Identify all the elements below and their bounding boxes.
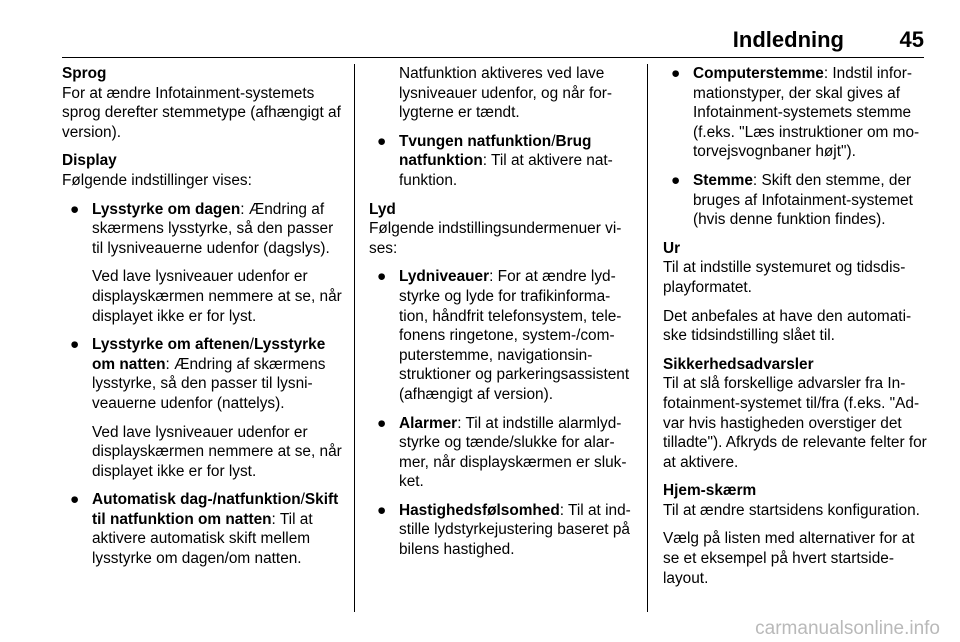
column-divider xyxy=(647,64,648,612)
continued-list xyxy=(369,64,633,191)
section-ur xyxy=(663,239,927,346)
item-term: Automatisk dag-/natfunktion xyxy=(92,491,301,509)
section-text: For at ændre Infotainment-systemets sprog derefter stemmetype (afhængigt af version). xyxy=(62,84,341,141)
section-text: Til at indstille systemuret og tidsdisplayformatet. xyxy=(663,259,906,296)
section-title: Hjem-skærm xyxy=(663,482,757,500)
bullet-icon: ● xyxy=(377,268,387,286)
item-text: : Til at aktivere automatisk skift mellem lysstyrke om dagen/om natten. xyxy=(92,510,313,568)
bullet-icon: ● xyxy=(70,200,80,218)
section-intro: Følgende indstillinger vises: xyxy=(62,171,252,189)
lyd-options-list xyxy=(369,267,633,559)
list-item xyxy=(62,335,344,481)
bullet-icon: ● xyxy=(70,491,80,509)
page-header xyxy=(62,27,924,58)
list-item xyxy=(663,171,927,230)
item-term: Hastighedsfølsomhed xyxy=(399,501,560,519)
item-separator: / xyxy=(300,491,305,509)
bullet-icon: ● xyxy=(70,336,80,354)
item-term: Skift til natfunktion om natten xyxy=(92,491,339,528)
item-note: Natfunktion aktiveres ved lave lysniveauer udenfor, og når forlygterne er tændt. xyxy=(399,65,613,122)
item-text: : Til at indstille alarmlydstyrke og tænde/slukke for alarmer, når displayskærmen er slukket. xyxy=(399,414,627,491)
watermark: carmanualsonline.info xyxy=(755,618,940,639)
item-term: Lysstyrke om dagen xyxy=(92,200,241,218)
section-intro: Følgende indstillingsundermenuer vises: xyxy=(369,220,622,257)
section-hjem-skaerm xyxy=(663,481,927,588)
bullet-icon: ● xyxy=(377,414,387,432)
bullet-icon: ● xyxy=(377,132,387,150)
section-display xyxy=(62,151,344,568)
section-sikkerhedsadvarsler xyxy=(663,355,927,473)
section-title: Sikkerhedsadvarsler xyxy=(663,355,814,373)
item-text: : Skift den stemme, der bruges af Infotainment-systemet (hvis denne funktion findes). xyxy=(693,171,913,229)
item-text: : Indstil informationstyper, der skal gives af Infotainment-systemets stemme (f.eks. "Læs instruktioner om motorvejsvognbaner højt"). xyxy=(693,65,920,161)
list-item xyxy=(369,132,633,191)
item-text: : Til at aktivere natfunktion. xyxy=(399,152,613,189)
section-title: Sprog xyxy=(62,65,107,82)
bullet-icon: ● xyxy=(671,171,681,189)
display-options-list xyxy=(62,200,344,569)
item-text: : For at ændre lydstyrke og lyde for trafikinformation, håndfrit telefonsystem, telefonens ringetone, system-/computerstemme, navigationsinstruktioner og parkeringsassistent (afhængigt af version). xyxy=(399,268,630,403)
column-divider xyxy=(354,64,355,612)
section-title: Display xyxy=(62,152,117,170)
section-title: Ur xyxy=(663,239,681,257)
item-note: Ved lave lysniveauer udenfor er displayskærmen nemmere at se, når displayet ikke er for lyst. xyxy=(92,423,342,480)
bullet-icon: ● xyxy=(377,501,387,519)
section-text: Til at slå forskellige advarsler fra Infotainment-systemet til/fra (f.eks. "Advar hvis hastigheden overstiger det tilladte"). Afkryds de relevante felter for at aktivere. xyxy=(663,375,927,471)
list-item xyxy=(62,200,344,327)
section-text: Det anbefales at have den automatiske tidsindstilling slået til. xyxy=(663,307,912,345)
item-separator: / xyxy=(551,132,556,150)
section-title: Lyd xyxy=(369,200,396,218)
item-term: Brug natfunktion xyxy=(399,132,592,170)
item-separator: / xyxy=(249,336,254,354)
item-text: : Ændring af skærmens lysstyrke, så den passer til lysniveauerne udenfor (dagslys). xyxy=(92,200,334,257)
section-lyd xyxy=(369,200,633,560)
section-sprog xyxy=(62,64,344,142)
item-text: : Til at indstille lydstyrkejustering baseret på bilens hastighed. xyxy=(399,501,631,559)
column-3 xyxy=(663,64,927,597)
item-text: : Ændring af skærmens lysstyrke, så den passer til lysniveauerne udenfor (nattelys). xyxy=(92,355,326,412)
item-term: Alarmer xyxy=(399,414,458,432)
chapter-title: Indledning xyxy=(732,27,844,52)
item-note: Ved lave lysniveauer udenfor er displayskærmen nemmere at se, når displayet ikke er for lyst. xyxy=(92,268,342,325)
list-item xyxy=(62,490,344,568)
section-text: Til at ændre startsidens konfiguration. xyxy=(663,501,920,519)
item-term: Lysstyrke om natten xyxy=(92,336,326,373)
column-2 xyxy=(369,64,633,569)
list-item xyxy=(369,501,633,560)
list-item-continued xyxy=(369,64,633,123)
list-item xyxy=(369,267,633,404)
page-number: 45 xyxy=(899,27,924,52)
item-term: Lydniveauer xyxy=(399,268,490,286)
item-term: Tvungen natfunktion xyxy=(399,132,552,150)
column-1 xyxy=(62,64,344,578)
item-term: Computerstemme xyxy=(693,65,824,82)
section-text: Vælg på listen med alternativer for at se et eksempel på hvert startsidelayout. xyxy=(663,530,915,587)
item-term: Lysstyrke om aftenen xyxy=(92,336,250,354)
list-item xyxy=(369,414,633,492)
list-item xyxy=(663,64,927,162)
bullet-icon: ● xyxy=(671,65,681,82)
item-term: Stemme xyxy=(693,171,753,189)
voice-options-list xyxy=(663,64,927,230)
